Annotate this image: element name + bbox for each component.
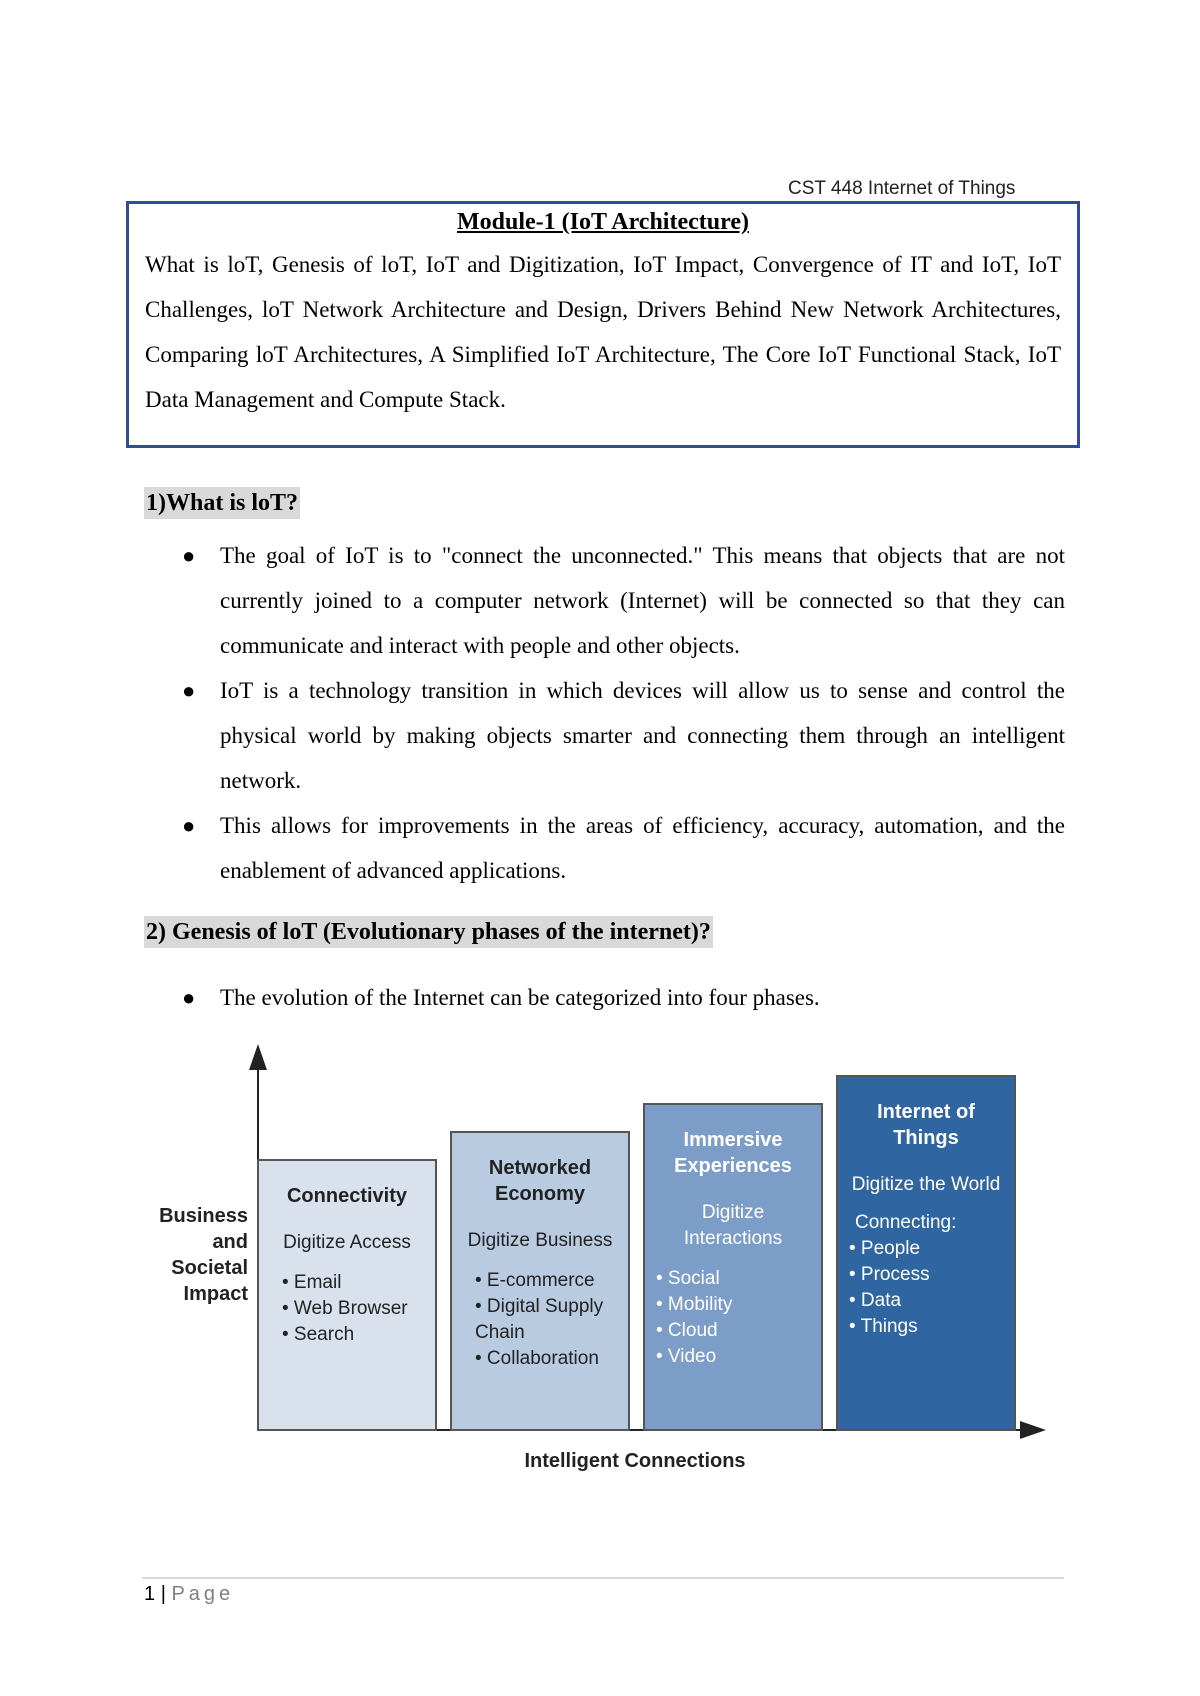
phase-item: • Social: [656, 1268, 720, 1289]
phase-subtitle: Interactions: [683, 1228, 783, 1249]
phase-subtitle: Digitize: [701, 1202, 765, 1223]
y-axis-label: and: [212, 1231, 248, 1253]
footer-divider: [142, 1577, 1064, 1579]
y-axis-label: Impact: [183, 1283, 248, 1305]
phase-item: • E-commerce: [475, 1270, 595, 1291]
phase-item: • Mobility: [656, 1294, 733, 1315]
phase-item: • Search: [282, 1324, 355, 1345]
phase-item: • Digital Supply: [475, 1296, 604, 1317]
module-title: Module-1 (IoT Architecture): [457, 209, 749, 235]
phase-title: Connectivity: [286, 1185, 408, 1207]
phase-title: Immersive: [683, 1129, 783, 1151]
phase-item: • Cloud: [656, 1320, 718, 1341]
section1-bullet-list: [180, 533, 1065, 893]
bullet-icon: ●: [182, 813, 196, 838]
bullet-text: IoT is a technology transition in which devices will allow us to sense and control the physical world by making objects smarter and connecting them through an intelligent network.: [220, 678, 1065, 793]
phase-subtitle: Digitize Access: [283, 1232, 411, 1253]
bullet-icon: ●: [182, 543, 196, 568]
bullet-icon: ●: [182, 678, 196, 703]
y-axis-arrow-icon: [249, 1044, 267, 1070]
syllabus-box: [126, 201, 1080, 448]
bullet-text: The evolution of the Internet can be categorized into four phases.: [220, 985, 820, 1010]
phase-subtitle: Digitize Business: [467, 1230, 613, 1251]
phase-item: • Web Browser: [282, 1298, 408, 1319]
phase-item: • Data: [849, 1290, 902, 1311]
phase-item: • Collaboration: [475, 1348, 599, 1369]
phase-extra: Connecting:: [855, 1212, 957, 1233]
phase-item: • Video: [656, 1346, 717, 1367]
phase-title: Things: [893, 1127, 959, 1149]
section2-bullet-list: [180, 975, 1065, 1020]
section-heading-what-is-iot: 1)What is loT?: [144, 487, 300, 519]
x-axis-label: Intelligent Connections: [524, 1450, 746, 1472]
page-label: Page: [171, 1583, 235, 1605]
list-item: [180, 975, 1065, 1020]
y-axis-label: Business: [159, 1205, 248, 1227]
page-footer: [144, 1583, 234, 1606]
list-item: [180, 533, 1065, 668]
internet-evolution-figure: [140, 1030, 1060, 1480]
list-item: [180, 668, 1065, 803]
phase-item: • Process: [849, 1264, 930, 1285]
evolution-chart: [140, 1030, 1060, 1480]
list-item: [180, 803, 1065, 893]
y-axis-label: Societal: [171, 1257, 248, 1279]
page-number: 1: [144, 1583, 156, 1605]
phase-title: Economy: [494, 1183, 586, 1205]
footer-separator: |: [160, 1583, 166, 1605]
bullet-text: The goal of IoT is to "connect the unconnected." This means that objects that are not currently joined to a computer network (Internet) will be connected so that they can communicate and interact with people and other objects.: [220, 543, 1065, 658]
phase-subtitle: Digitize the World: [851, 1174, 1001, 1195]
phase-item: • People: [849, 1238, 921, 1259]
x-axis-arrow-icon: [1020, 1421, 1046, 1439]
module-topics: What is loT, Genesis of loT, IoT and Digitization, IoT Impact, Convergence of IT and IoT, IoT Challenges, loT Network Architecture and Design, Drivers Behind New Network Architectures, Comparing loT Architectures, A Simplified IoT Architecture, The Core IoT Functional Stack, IoT Data Management and Compute Stack.: [145, 252, 1061, 412]
bullet-icon: ●: [182, 985, 196, 1010]
phase-title: Experiences: [674, 1155, 792, 1177]
phase-title: Internet of: [877, 1101, 975, 1123]
phase-title: Networked: [488, 1157, 592, 1179]
phase-item: Chain: [475, 1322, 525, 1343]
phase-item: • Email: [282, 1272, 342, 1293]
phase-item: • Things: [849, 1316, 918, 1337]
section-heading-genesis: 2) Genesis of loT (Evolutionary phases of the internet)?: [144, 916, 713, 948]
bullet-text: This allows for improvements in the areas of efficiency, accuracy, automation, and the enablement of advanced applications.: [220, 813, 1065, 883]
phase-bar: [644, 1104, 822, 1430]
course-header: CST 448 Internet of Things: [788, 178, 1016, 199]
